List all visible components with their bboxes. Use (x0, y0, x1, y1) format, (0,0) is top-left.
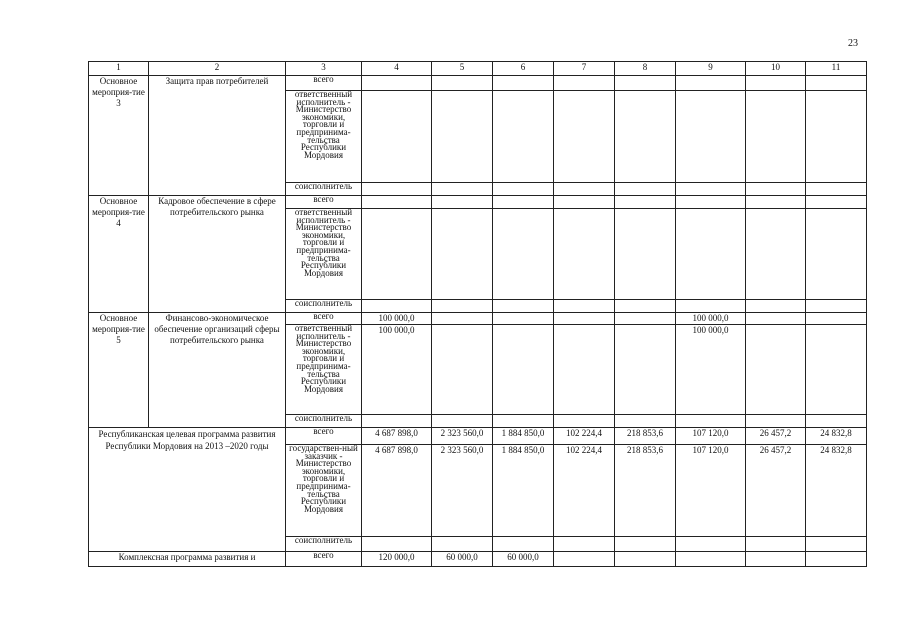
col-header-6: 6 (493, 62, 554, 76)
col-header-10: 10 (746, 62, 806, 76)
col-header-5: 5 (432, 62, 493, 76)
col-header-11: 11 (806, 62, 867, 76)
header-row (89, 62, 867, 76)
program-customer-col6: 1 884 850,0 (493, 445, 554, 537)
program-total-col8: 218 853,6 (615, 428, 676, 445)
m5-resp-col9: 100 000,0 (676, 325, 746, 415)
m3-label: Основное мероприя-тие 3 (89, 76, 149, 196)
m4-total-row (89, 196, 867, 209)
m4-name: Кадровое обеспечение в сфере потребительского рынка (149, 196, 286, 313)
complex-name: Комплексная программа развития и (89, 552, 286, 567)
m3-total-label: всего (286, 76, 362, 91)
complex-total-col11 (806, 552, 867, 567)
program-total-col10: 26 457,2 (746, 428, 806, 445)
m5-resp-col8 (615, 325, 676, 415)
m4-total-label: всего (286, 196, 362, 209)
m5-resp-col10 (746, 325, 806, 415)
m4-co-label: соисполнитель (286, 300, 362, 313)
m5-label: Основное мероприя-тие 5 (89, 313, 149, 428)
complex-total-col8 (615, 552, 676, 567)
m5-resp-col7 (554, 325, 615, 415)
m5-total-col9: 100 000,0 (676, 313, 746, 325)
col-header-4: 4 (362, 62, 432, 76)
m5-total-col7 (554, 313, 615, 325)
program-customer-col11: 24 832,8 (806, 445, 867, 537)
program-total-col7: 102 224,4 (554, 428, 615, 445)
complex-total-col5: 60 000,0 (432, 552, 493, 567)
program-customer-col10: 26 457,2 (746, 445, 806, 537)
complex-total-col4: 120 000,0 (362, 552, 432, 567)
complex-total-col10 (746, 552, 806, 567)
program-co-label: соисполнитель (286, 537, 362, 552)
col-header-8: 8 (615, 62, 676, 76)
col-header-1: 1 (89, 62, 149, 76)
m5-total-col8 (615, 313, 676, 325)
m5-total-label: всего (286, 313, 362, 325)
complex-total-label: всего (286, 552, 362, 567)
m5-name: Финансово-экономическое обеспечение организаций сферы потребительского рынка (149, 313, 286, 428)
program-total-row (89, 428, 867, 445)
program-customer-col4: 4 687 898,0 (362, 445, 432, 537)
m5-total-col5 (432, 313, 493, 325)
complex-total-col9 (676, 552, 746, 567)
m5-resp-col6 (493, 325, 554, 415)
m5-resp-col4: 100 000,0 (362, 325, 432, 415)
m5-resp-label: ответственный исполнитель - Министерство экономики, торговли и предпринима-тельства Республики Мордовия (286, 325, 362, 415)
m5-total-row (89, 313, 867, 325)
m3-name: Защита прав потребителей (149, 76, 286, 196)
program-customer-label: государствен-ный заказчик - Министерство экономики, торговли и предпринима-тельства Республики Мордовия (286, 445, 362, 537)
m4-resp-label: ответственный исполнитель - Министерство экономики, торговли и предпринима-тельства Республики Мордовия (286, 209, 362, 300)
m5-total-col4: 100 000,0 (362, 313, 432, 325)
col-header-9: 9 (676, 62, 746, 76)
m5-total-col10 (746, 313, 806, 325)
page-number: 23 (848, 38, 858, 49)
program-total-label: всего (286, 428, 362, 445)
program-total-col9: 107 120,0 (676, 428, 746, 445)
col-header-2: 2 (149, 62, 286, 76)
budget-table (88, 61, 867, 567)
col-header-7: 7 (554, 62, 615, 76)
program-customer-col9: 107 120,0 (676, 445, 746, 537)
m3-resp-label: ответственный исполнитель - Министерство экономики, торговли и предпринима-тельства Республики Мордовия (286, 91, 362, 183)
complex-total-col7 (554, 552, 615, 567)
program-customer-col8: 218 853,6 (615, 445, 676, 537)
m5-resp-col11 (806, 325, 867, 415)
m5-co-label: соисполнитель (286, 415, 362, 428)
m3-total-row (89, 76, 867, 91)
m4-label: Основное мероприя-тие 4 (89, 196, 149, 313)
program-name: Республиканская целевая программа развития Республики Мордовия на 2013 –2020 годы (89, 428, 286, 552)
col-header-3: 3 (286, 62, 362, 76)
program-total-col4: 4 687 898,0 (362, 428, 432, 445)
program-total-col6: 1 884 850,0 (493, 428, 554, 445)
program-customer-col7: 102 224,4 (554, 445, 615, 537)
m5-total-col11 (806, 313, 867, 325)
m3-co-label: соисполнитель (286, 183, 362, 196)
complex-total-row (89, 552, 867, 567)
m5-resp-col5 (432, 325, 493, 415)
complex-total-col6: 60 000,0 (493, 552, 554, 567)
program-customer-col5: 2 323 560,0 (432, 445, 493, 537)
program-total-col11: 24 832,8 (806, 428, 867, 445)
m5-total-col6 (493, 313, 554, 325)
program-total-col5: 2 323 560,0 (432, 428, 493, 445)
